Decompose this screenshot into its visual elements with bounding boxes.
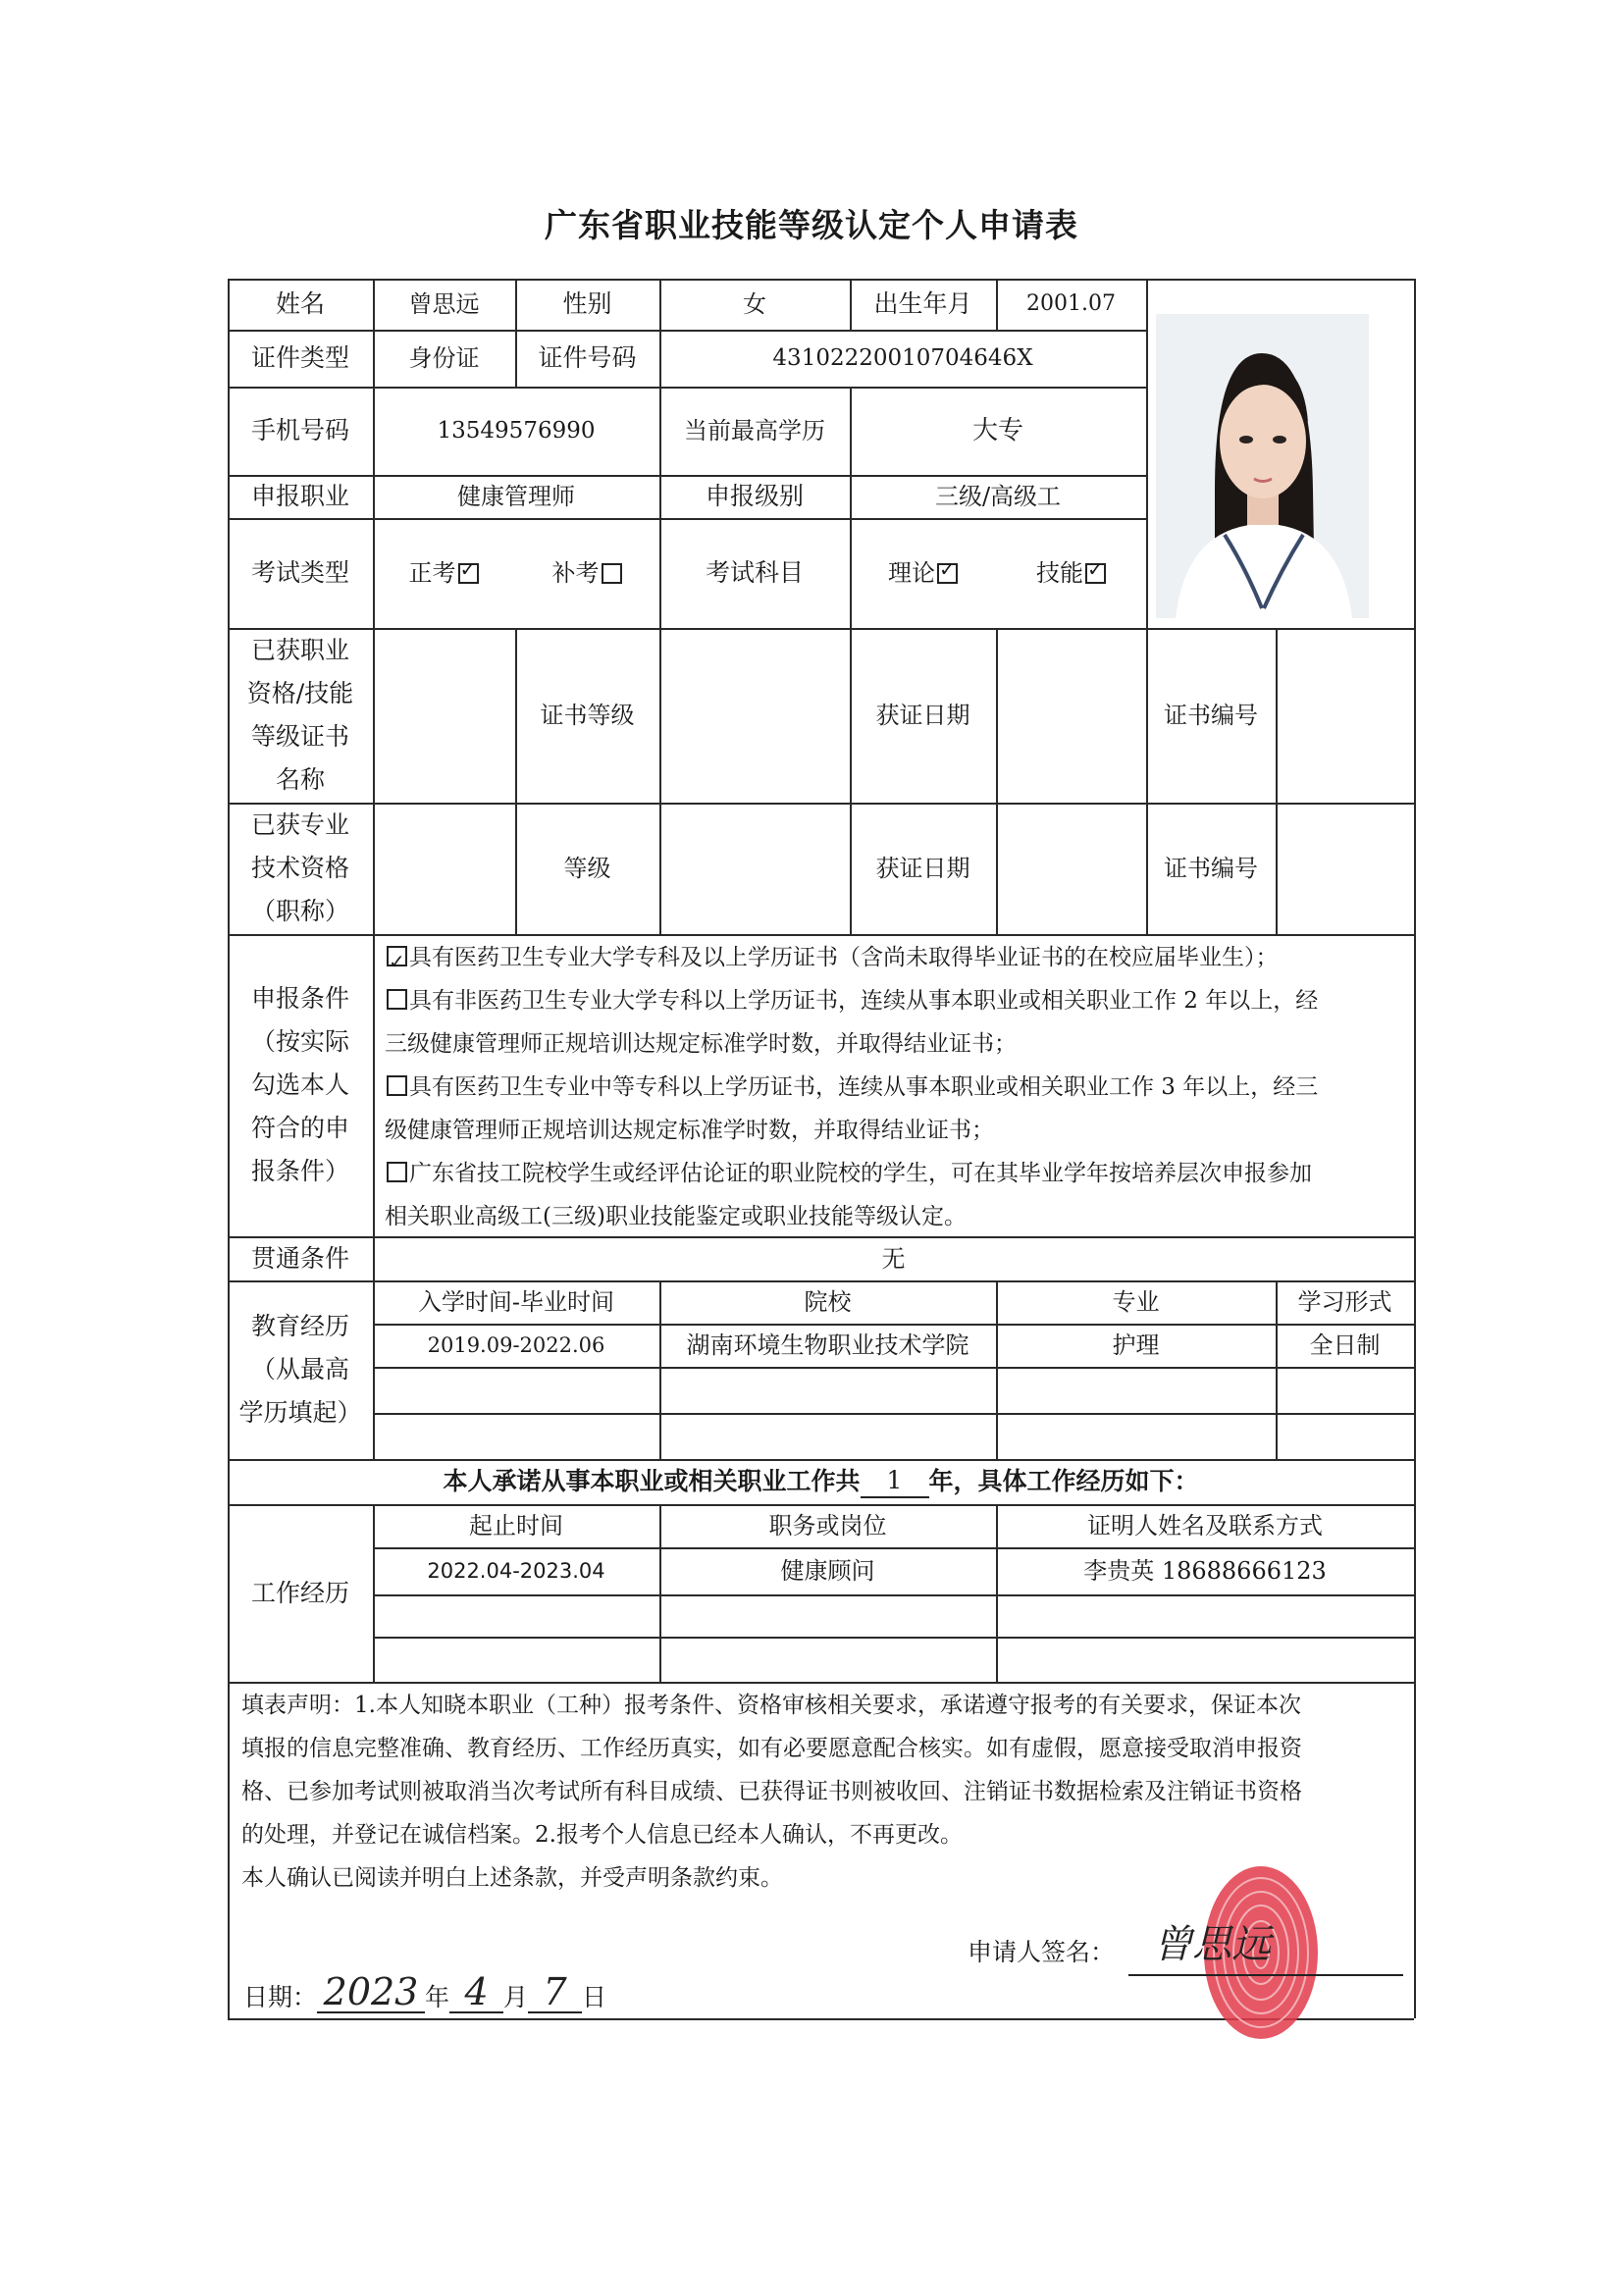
conditions-list bbox=[385, 936, 1405, 1238]
gender-value: 女 bbox=[743, 290, 766, 318]
conditions-label: 申报条件 （按实际 勾选本人 符合的申 报条件） bbox=[250, 984, 349, 1185]
cert-date-field[interactable] bbox=[996, 628, 1146, 803]
level-value: 三级/高级工 bbox=[934, 483, 1062, 510]
work-row-position: 健康顾问 bbox=[780, 1557, 875, 1585]
birth-label: 出生年月 bbox=[873, 289, 972, 319]
birth-value: 2001.07 bbox=[1026, 291, 1116, 317]
work-label: 工作经历 bbox=[250, 1578, 349, 1607]
checkbox-checked-icon[interactable] bbox=[387, 946, 407, 966]
gender-label: 性别 bbox=[562, 289, 612, 319]
date-day[interactable]: 7 bbox=[528, 1972, 582, 2013]
id-type-value: 身份证 bbox=[408, 344, 480, 372]
through-conditions-label: 贯通条件 bbox=[250, 1243, 349, 1273]
cert-no-label: 证书编号 bbox=[1164, 702, 1258, 729]
exam-type-option-makeup[interactable] bbox=[516, 518, 659, 628]
phone-value: 13549576990 bbox=[437, 417, 596, 444]
pro-date-field[interactable] bbox=[996, 803, 1146, 934]
edu-label: 当前最高学历 bbox=[684, 417, 825, 444]
vocational-cert-label: 已获职业 资格/技能 等级证书 名称 bbox=[246, 636, 354, 794]
work-header-reference: 证明人姓名及联系方式 bbox=[1087, 1512, 1323, 1539]
edu-row-mode: 全日制 bbox=[1309, 1331, 1381, 1359]
pro-level-label: 等级 bbox=[563, 855, 611, 882]
phone-label: 手机号码 bbox=[250, 416, 349, 445]
exam-subject-option-label: 理论 bbox=[888, 559, 935, 587]
exam-type-option-label: 正考 bbox=[408, 559, 456, 587]
occupation-label: 申报职业 bbox=[250, 482, 349, 511]
condition-item-3-cont: 级健康管理师正规培训达规定标准学时数，并取得结业证书； bbox=[385, 1118, 994, 1143]
edu-header-period: 入学时间-毕业时间 bbox=[417, 1288, 615, 1316]
pro-no-label: 证书编号 bbox=[1164, 855, 1258, 882]
exam-type-option-regular[interactable] bbox=[373, 518, 516, 628]
exam-subject-option-theory[interactable] bbox=[850, 518, 998, 628]
id-type-label: 证件类型 bbox=[250, 343, 349, 373]
education-label: 教育经历 （从最高 学历填起） bbox=[238, 1312, 362, 1427]
condition-item-2[interactable]: 具有非医药卫生专业大学专科以上学历证书，连续从事本职业或相关职业工作 2 年以上，经 bbox=[385, 979, 1405, 1022]
pro-date-label: 获证日期 bbox=[875, 855, 970, 882]
declaration-text: 填表声明：1.本人知晓本职业（工种）报考条件、资格审核相关要求，承诺遵守报考的有关要求，保证本次 填报的信息完整准确、教育经历、工作经历真实，如有必要愿意配合核实。如有虚假，愿意接受取消申报资 格、已参加考试则被取消当次考试所有科目成绩、已获得证书则被收回、注销证书数据检索及注销证书资格 的处理，并登记在诚信档案。2.报考个人信息已经本人确认，不再更改。 本人确认已阅读并明白上述条款，并受声明条款约束。 bbox=[241, 1693, 1302, 1891]
name-label: 姓名 bbox=[275, 289, 325, 319]
pro-no-field[interactable] bbox=[1276, 803, 1414, 934]
edu-header-major: 专业 bbox=[1112, 1288, 1160, 1316]
id-no-label: 证件号码 bbox=[538, 343, 637, 373]
condition-item-1[interactable]: ✓具有医药卫生专业大学专科及以上学历证书（含尚未取得毕业证书的在校应届毕业生）； bbox=[385, 936, 1405, 979]
checkbox-checked-icon[interactable] bbox=[937, 563, 958, 584]
work-row-period: 2022.04-2023.04 bbox=[427, 1558, 605, 1583]
exam-type-label: 考试类型 bbox=[250, 558, 349, 588]
date-year[interactable]: 2023 bbox=[317, 1972, 425, 2013]
form-title: 广东省职业技能等级认定个人申请表 bbox=[545, 206, 1078, 244]
edu-header-mode: 学习形式 bbox=[1297, 1288, 1392, 1316]
checkbox-empty-icon[interactable] bbox=[602, 563, 622, 584]
date-line: 日期： 2023 年 4 月 7 日 bbox=[243, 1970, 607, 2013]
work-header-position: 职务或岗位 bbox=[768, 1512, 887, 1539]
edu-row-school: 湖南环境生物职业技术学院 bbox=[686, 1331, 969, 1359]
exam-subject-label: 考试科目 bbox=[705, 558, 804, 588]
work-years-value[interactable]: 1 bbox=[861, 1465, 929, 1497]
cert-level-field[interactable] bbox=[659, 628, 850, 803]
edu-value: 大专 bbox=[971, 415, 1023, 445]
cert-date-label: 获证日期 bbox=[875, 702, 970, 729]
checkbox-empty-icon[interactable] bbox=[387, 989, 407, 1010]
condition-item-2-cont: 三级健康管理师正规培训达规定标准学时数，并取得结业证书； bbox=[385, 1031, 1017, 1057]
checkbox-checked-icon[interactable] bbox=[1085, 563, 1106, 584]
edu-header-school: 院校 bbox=[804, 1288, 852, 1316]
cert-no-field[interactable] bbox=[1276, 628, 1414, 803]
cert-level-label: 证书等级 bbox=[540, 702, 635, 729]
date-month[interactable]: 4 bbox=[449, 1972, 503, 2013]
pro-level-field[interactable] bbox=[659, 803, 850, 934]
condition-item-4[interactable]: 广东省技工院校学生或经评估论证的职业院校的学生，可在其毕业学年按培养层次申报参加 bbox=[385, 1152, 1405, 1195]
work-row-reference: 李贵英 18688666123 bbox=[1083, 1557, 1327, 1585]
signature-label: 申请人签名： bbox=[968, 1938, 1116, 1966]
checkbox-empty-icon[interactable] bbox=[387, 1075, 407, 1096]
work-header-period: 起止时间 bbox=[469, 1512, 563, 1539]
vocational-cert-name-field[interactable] bbox=[373, 628, 515, 803]
exam-type-option-label: 补考 bbox=[551, 559, 600, 587]
applicant-photo bbox=[1156, 314, 1369, 618]
through-conditions-value: 无 bbox=[881, 1244, 906, 1273]
signature-underline bbox=[1128, 1974, 1403, 1976]
applicant-signature: 曾思远 bbox=[1153, 1922, 1271, 1967]
checkbox-empty-icon[interactable] bbox=[387, 1162, 407, 1182]
edu-row-major: 护理 bbox=[1112, 1331, 1160, 1359]
occupation-value: 健康管理师 bbox=[457, 483, 575, 510]
checkbox-checked-icon[interactable] bbox=[458, 563, 479, 584]
condition-item-3[interactable]: 具有医药卫生专业中等专科以上学历证书，连续从事本职业或相关职业工作 3 年以上，经三 bbox=[385, 1066, 1405, 1109]
level-label: 申报级别 bbox=[705, 482, 804, 511]
professional-title-name-field[interactable] bbox=[373, 803, 515, 934]
portrait-image bbox=[1156, 314, 1369, 618]
id-no-value: 43102220010704646X bbox=[772, 344, 1033, 371]
exam-subject-option-label: 技能 bbox=[1036, 559, 1083, 587]
exam-subject-option-skill[interactable] bbox=[998, 518, 1146, 628]
professional-title-label: 已获专业 技术资格 （职称） bbox=[250, 810, 349, 925]
edu-row-period: 2019.09-2022.06 bbox=[427, 1332, 605, 1357]
name-value: 曾思远 bbox=[408, 290, 480, 318]
condition-item-4-cont: 相关职业高级工(三级)职业技能鉴定或职业技能等级认定。 bbox=[385, 1204, 967, 1229]
work-years-promise: 本人承诺从事本职业或相关职业工作共 1 年，具体工作经历如下： bbox=[228, 1459, 1414, 1504]
